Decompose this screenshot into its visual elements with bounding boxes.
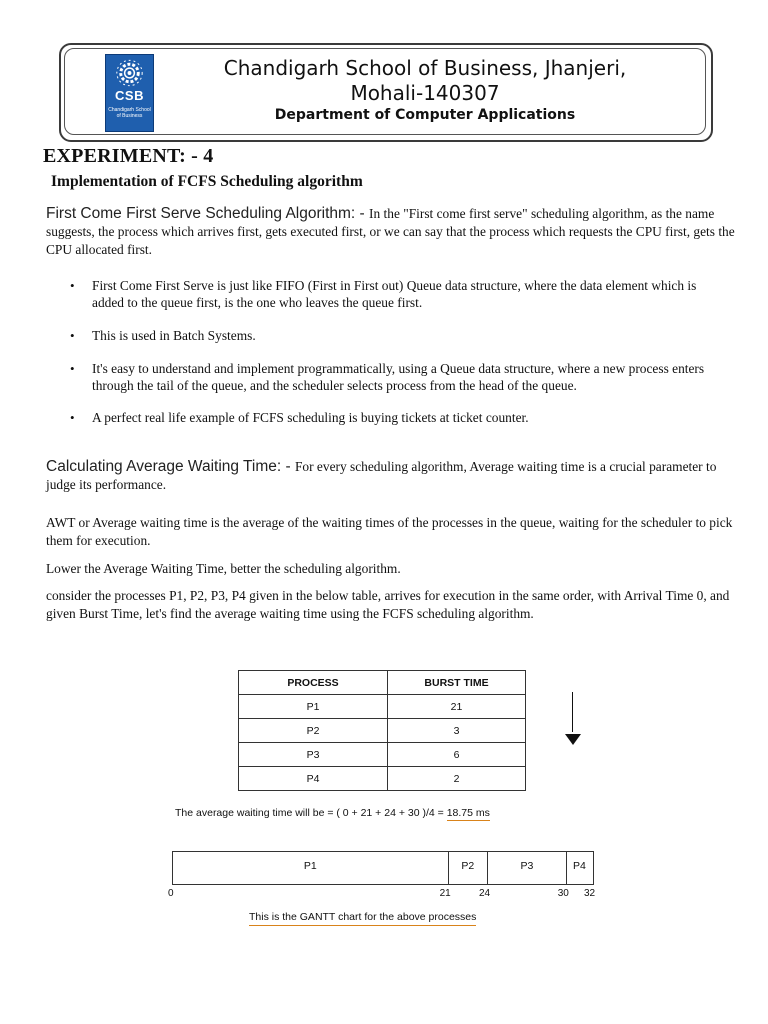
table-cell-process: P2 bbox=[239, 719, 388, 743]
list-item: • It's easy to understand and implement programmatically, using a Queue data structure, where a new process enters through the tail of the queue, and the scheduler selects process from the head of the queue. bbox=[92, 360, 722, 394]
arrow-down-icon bbox=[565, 734, 581, 745]
consider-paragraph: consider the processes P1, P2, P3, P4 given in the below table, arrives for execution in the same order, with Arrival Time 0, and given Burst Time, let's find the average waiting time using the FCFS scheduling algorithm. bbox=[46, 588, 730, 621]
burst-time-table bbox=[238, 670, 526, 791]
gantt-segment-p2: P2 bbox=[449, 852, 488, 884]
department-name: Department of Computer Applications bbox=[274, 107, 576, 123]
gantt-tick-label: 30 bbox=[557, 888, 569, 899]
table-cell-process: P1 bbox=[239, 695, 388, 719]
arrow-down-icon-shaft bbox=[572, 692, 573, 732]
gantt-segment-p1: P1 bbox=[173, 852, 449, 884]
table-header-burst-time: BURST TIME bbox=[388, 671, 526, 695]
gantt-chart bbox=[172, 851, 594, 885]
table-row bbox=[239, 719, 526, 743]
table-row bbox=[239, 695, 526, 719]
list-item: • This is used in Batch Systems. bbox=[92, 327, 722, 344]
gear-icon bbox=[110, 57, 149, 89]
awt-section-lead: Calculating Average Waiting Time: - bbox=[46, 458, 295, 475]
experiment-title: EXPERIMENT: - 4 bbox=[43, 145, 214, 167]
gantt-segment-p3: P3 bbox=[488, 852, 567, 884]
lower-awt-paragraph: Lower the Average Waiting Time, better the scheduling algorithm. bbox=[46, 561, 401, 576]
intro-text: In the "First come first serve" scheduling algorithm, as the name suggests, the process which arrives first, gets executed first, or we can say that the process which requests the CPU first, gets the CPU allocated first. bbox=[46, 206, 735, 257]
college-line-2: Mohali-140307 bbox=[350, 81, 500, 105]
logo-text: CSB bbox=[115, 88, 144, 103]
logo-subtext: Chandigarh School of Business bbox=[108, 107, 151, 119]
table-cell-burst: 21 bbox=[388, 695, 526, 719]
gantt-segment-p4: P4 bbox=[572, 860, 586, 872]
college-line-1: Chandigarh School of Business, Jhanjeri, bbox=[223, 56, 627, 80]
awt-definition-paragraph: AWT or Average waiting time is the average of the waiting times of the processes in the queue, waiting for the scheduler to pick them for execution. bbox=[46, 515, 733, 548]
awt-section-text: For every scheduling algorithm, Average waiting time is a crucial parameter to judge its performance. bbox=[46, 459, 717, 492]
table-header-process: PROCESS bbox=[239, 671, 388, 695]
awt-result-prefix: The average waiting time will be = ( 0 + 21 + 24 + 30 )/4 = bbox=[175, 807, 447, 819]
intro-lead: First Come First Serve Scheduling Algorithm: - bbox=[46, 205, 370, 222]
table-cell-burst: 3 bbox=[388, 719, 526, 743]
gantt-tick-label: 24 bbox=[479, 888, 491, 899]
experiment-subtitle: Implementation of FCFS Scheduling algorithm bbox=[51, 173, 363, 190]
table-header-row bbox=[239, 671, 526, 695]
awt-section-paragraph bbox=[46, 458, 736, 494]
list-item: • First Come First Serve is just like FIFO (First in First out) Queue data structure, where the data element which is added to the queue first, is the one who leaves the queue first. bbox=[92, 277, 722, 311]
gantt-tick-label: 21 bbox=[439, 888, 451, 899]
table-cell-process: P3 bbox=[239, 743, 388, 767]
intro-paragraph bbox=[46, 205, 736, 259]
table-cell-burst: 6 bbox=[388, 743, 526, 767]
table-row bbox=[239, 743, 526, 767]
college-logo bbox=[105, 54, 154, 132]
awt-result-value: 18.75 ms bbox=[446, 807, 490, 819]
gantt-tick-label: 32 bbox=[584, 888, 596, 899]
gantt-caption: This is the GANTT chart for the above processes bbox=[249, 911, 476, 926]
table-row bbox=[239, 767, 526, 791]
table-cell-burst: 2 bbox=[388, 767, 526, 791]
gantt-tick-label: 0 bbox=[168, 888, 174, 899]
list-item: • A perfect real life example of FCFS scheduling is buying tickets at ticket counter. bbox=[92, 409, 722, 426]
table-cell-process: P4 bbox=[239, 767, 388, 791]
college-name bbox=[160, 56, 690, 106]
bullet-list bbox=[92, 277, 722, 426]
awt-result bbox=[175, 807, 490, 819]
